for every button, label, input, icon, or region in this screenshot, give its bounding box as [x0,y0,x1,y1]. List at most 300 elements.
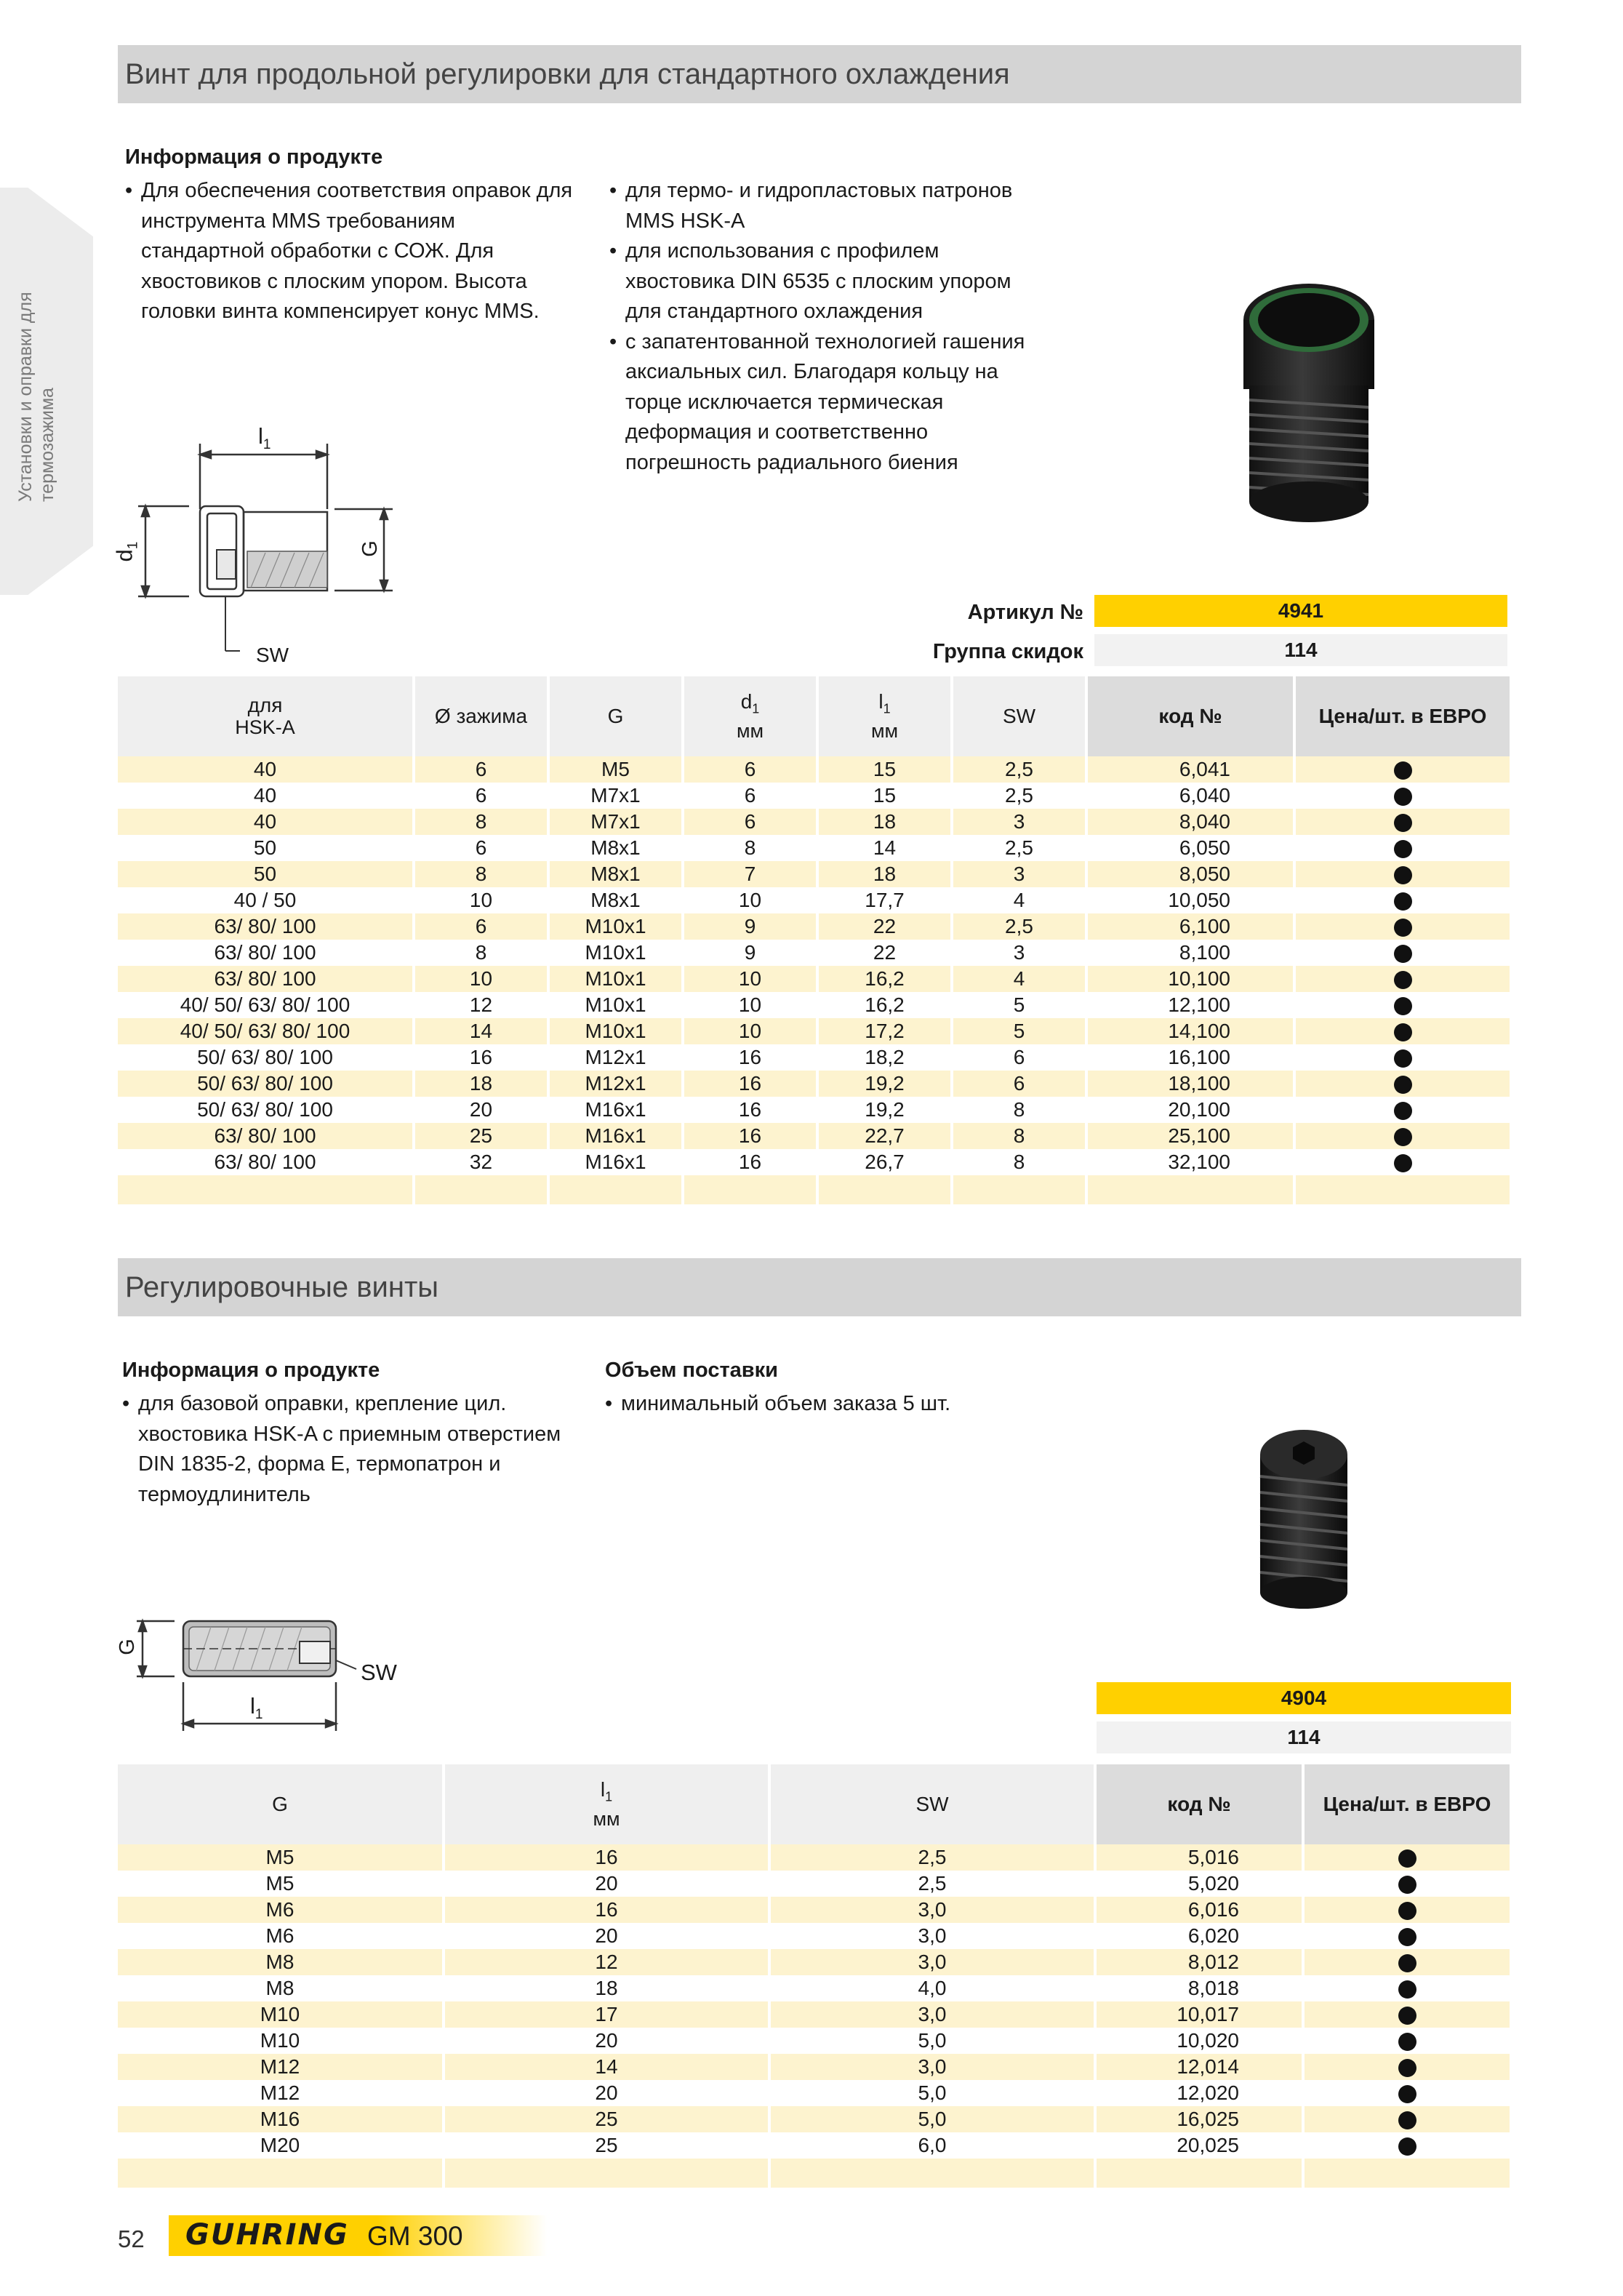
price-cell [1294,1097,1511,1123]
list-item: • с запатентованной технологией гашения аксиальных сил. Благодаря кольцу на торце исключается термическая деформация и соответственно погрешность радиального биения [609,327,1046,479]
col-l1-text: l [878,690,883,713]
price-cell [1303,2132,1511,2159]
table-cell: 3,0 [769,2054,1095,2080]
table-cell: 19,2 [817,1071,952,1097]
table-cell: 16 [444,1844,769,1871]
table-cell: 17 [444,2001,769,2028]
table-cell: 18 [817,809,952,835]
table-cell: 8 [952,1123,1086,1149]
table-cell: 8,012 [1095,1949,1303,1975]
table-cell: 8 [952,1149,1086,1175]
table-cell: M8 [118,1949,444,1975]
table-row-empty [118,1175,1511,1204]
side-tab-line-1: Установки и оправки для [15,292,36,502]
availability-dot-icon [1394,1023,1412,1041]
table-row-empty [118,2159,1511,2188]
table-cell: 63/ 80/ 100 [118,966,414,992]
price-cell [1294,966,1511,992]
table-cell: 6 [414,756,548,783]
table-cell: 16,2 [817,966,952,992]
table-cell [118,2159,444,2188]
table-cell: 12,100 [1086,992,1294,1018]
table-cell: 8 [414,809,548,835]
price-cell [1294,1044,1511,1071]
table-cell: 17,7 [817,887,952,913]
price-cell [1303,2054,1511,2080]
table-cell: 20 [414,1097,548,1123]
table-cell: 16 [683,1044,817,1071]
discount-group-value: 114 [1094,634,1507,666]
table-cell: 14 [444,2054,769,2080]
section1-info-right [609,176,1046,478]
table-row [118,1975,1511,2001]
availability-dot-icon [1394,1076,1412,1094]
table-row [118,1949,1511,1975]
price-cell [1303,1923,1511,1949]
table-row [118,861,1511,887]
table-cell: 8 [414,861,548,887]
table-cell: 16 [683,1071,817,1097]
price-cell [1303,2028,1511,2054]
table-cell: 12,020 [1095,2080,1303,2106]
table-row [118,2001,1511,2028]
availability-dot-icon [1394,1102,1412,1120]
table-cell: M10x1 [548,940,683,966]
table-cell: 16,2 [817,992,952,1018]
table-cell: 2,5 [952,835,1086,861]
table-cell: 50 [118,861,414,887]
table-row [118,1897,1511,1923]
table-cell: 7 [683,861,817,887]
table-cell: 5 [952,1018,1086,1044]
table-cell: 6,0 [769,2132,1095,2159]
table-row [118,2054,1511,2080]
col-price: Цена/шт. в ЕВРО [1294,676,1511,756]
table-cell: 6 [414,835,548,861]
availability-dot-icon [1398,1902,1416,1920]
table-cell: M16x1 [548,1097,683,1123]
col2-g: G [118,1764,444,1844]
col-d1 [683,676,817,756]
list-item: • для термо- и гидропластовых патронов MMS HSK-A [609,176,1046,236]
table-cell: 15 [817,783,952,809]
section1-info-title: Информация о продукте [125,145,383,169]
col2-price: Цена/шт. в ЕВРО [1303,1764,1511,1844]
col2-l1-unit: мм [593,1807,620,1830]
table-cell: 63/ 80/ 100 [118,1123,414,1149]
table-cell: 2,5 [952,783,1086,809]
table-cell: 10 [683,887,817,913]
table-cell: 6 [683,809,817,835]
dim2-sw-label: SW [361,1660,397,1685]
table-cell: 40/ 50/ 63/ 80/ 100 [118,992,414,1018]
product-table-2 [118,1764,1512,2188]
table-cell: 14 [414,1018,548,1044]
table-row [118,2080,1511,2106]
price-cell [1294,1123,1511,1149]
table-cell: 18 [817,861,952,887]
table-cell: 8 [414,940,548,966]
table-cell: M8x1 [548,835,683,861]
table-cell: 6,020 [1095,1923,1303,1949]
table-cell: 16,100 [1086,1044,1294,1071]
table-cell: 3,0 [769,1949,1095,1975]
section2-title: Регулировочные винты [118,1258,1521,1316]
availability-dot-icon [1398,1928,1416,1946]
table-cell: 16 [683,1097,817,1123]
availability-dot-icon [1398,1849,1416,1868]
table-cell: 18,100 [1086,1071,1294,1097]
table-cell: 18 [414,1071,548,1097]
table-cell: 6 [683,783,817,809]
table-cell: 8 [952,1097,1086,1123]
table-cell: 12 [444,1949,769,1975]
catalog-name: GM 300 [367,2221,463,2251]
table-cell [952,1175,1086,1204]
table-cell: M10 [118,2028,444,2054]
table-cell: 16 [444,1897,769,1923]
table-row [118,1097,1511,1123]
discount-group-label: Группа скидок [932,640,1083,663]
availability-dot-icon [1398,2111,1416,2129]
price-cell [1303,1844,1511,1871]
table-row [118,1149,1511,1175]
table-cell: 6 [414,913,548,940]
article-number: 4941 [1094,595,1507,627]
table-cell: 12 [414,992,548,1018]
table-cell: 8,050 [1086,861,1294,887]
table-row [118,1871,1511,1897]
table-cell: 20,025 [1095,2132,1303,2159]
table-row [118,1044,1511,1071]
col2-l1-sub: 1 [605,1789,613,1804]
col2-l1-text: l [600,1778,606,1801]
table-row [118,756,1511,783]
list-item: • для использования с профилем хвостовика DIN 6535 с плоским упором для стандартного охлаждения [609,236,1046,327]
table-cell: 10,017 [1095,2001,1303,2028]
price-cell [1294,1149,1511,1175]
col-hsk-line2: HSK-A [235,716,295,738]
col-g: G [548,676,683,756]
table-row [118,913,1511,940]
table-cell: M10x1 [548,992,683,1018]
table-cell: 6,050 [1086,835,1294,861]
table-cell: 2,5 [952,913,1086,940]
price-cell [1294,809,1511,835]
availability-dot-icon [1398,2033,1416,2051]
table-cell: 20 [444,2028,769,2054]
col-hsk [118,676,414,756]
table-cell: 32,100 [1086,1149,1294,1175]
table-cell: 63/ 80/ 100 [118,913,414,940]
table-cell: 3,0 [769,1923,1095,1949]
table-row [118,1844,1511,1871]
availability-dot-icon [1394,814,1412,832]
price-cell [1303,2001,1511,2028]
availability-dot-icon [1398,2137,1416,2156]
col-code: код № [1086,676,1294,756]
table-cell: 40 [118,756,414,783]
table-cell: 25 [414,1123,548,1149]
price-cell [1294,783,1511,809]
table-cell: 10,050 [1086,887,1294,913]
dim-d1-sub: 1 [125,541,141,550]
col-sw: SW [952,676,1086,756]
screw-photo-1 [1236,276,1382,527]
table-cell: M10x1 [548,1018,683,1044]
col-d1-text: d [740,690,753,713]
table-cell: 22 [817,940,952,966]
table-cell: 2,5 [952,756,1086,783]
table-cell: 14,100 [1086,1018,1294,1044]
table-row [118,1071,1511,1097]
table-cell: 22 [817,913,952,940]
side-tab-label [15,269,58,502]
table-cell: 14 [817,835,952,861]
table-cell: 6 [414,783,548,809]
table-cell: 63/ 80/ 100 [118,1149,414,1175]
price-cell [1303,1897,1511,1923]
table-cell [683,1175,817,1204]
table-cell: 10 [414,887,548,913]
availability-dot-icon [1398,2059,1416,2077]
table-row [118,1018,1511,1044]
price-cell [1294,756,1511,783]
price-cell [1294,887,1511,913]
price-cell [1294,835,1511,861]
table-cell: 22,7 [817,1123,952,1149]
col2-l1 [444,1764,769,1844]
table-cell: 16 [683,1149,817,1175]
col-l1 [817,676,952,756]
price-cell [1303,1975,1511,2001]
col-hsk-line1: для [247,694,283,716]
col2-code: код № [1095,1764,1303,1844]
table-cell: 3 [952,809,1086,835]
brand-logo: GUHRING [185,2218,349,2252]
availability-dot-icon [1394,997,1412,1015]
table-row [118,887,1511,913]
availability-dot-icon [1394,971,1412,989]
table-cell: 2,5 [769,1844,1095,1871]
table-row [118,2106,1511,2132]
table-cell [414,1175,548,1204]
table-cell: 18 [444,1975,769,2001]
table-cell: 32 [414,1149,548,1175]
table-cell: M10 [118,2001,444,2028]
table-cell: M12 [118,2054,444,2080]
section2-delivery [605,1389,1056,1420]
availability-dot-icon [1394,945,1412,963]
table-cell: 19,2 [817,1097,952,1123]
col-l1-unit: мм [870,719,899,742]
table-cell: 6,040 [1086,783,1294,809]
table-cell: 20 [444,1871,769,1897]
table-cell: 10 [414,966,548,992]
table-cell: M16x1 [548,1149,683,1175]
table-cell: 50 [118,835,414,861]
table-row [118,966,1511,992]
table-cell: 20 [444,1923,769,1949]
table-row [118,2132,1511,2159]
table-cell: 10,100 [1086,966,1294,992]
table-cell: 40 [118,809,414,835]
table-row [118,1923,1511,1949]
availability-dot-icon [1394,1049,1412,1068]
price-cell [1294,1071,1511,1097]
table-cell: 17,2 [817,1018,952,1044]
article-label: Артикул № [967,601,1083,624]
table-cell: M5 [118,1844,444,1871]
table-cell: 4,0 [769,1975,1095,2001]
col-d1-sub: 1 [752,701,760,716]
table-cell [1303,2159,1511,2188]
table-cell: 8,040 [1086,809,1294,835]
table-cell: 6,100 [1086,913,1294,940]
table-row [118,2028,1511,2054]
table-row [118,783,1511,809]
table-cell: 12,014 [1095,2054,1303,2080]
discount-group-value-2: 114 [1097,1721,1511,1753]
section1-title: Винт для продольной регулировки для стандартного охлаждения [118,45,1521,103]
table-cell: 5,0 [769,2028,1095,2054]
article-number-2: 4904 [1097,1682,1511,1714]
dim-g-label: G [358,540,382,557]
table-cell: M8x1 [548,887,683,913]
availability-dot-icon [1394,761,1412,780]
table-cell: 25,100 [1086,1123,1294,1149]
table-cell: 5,0 [769,2106,1095,2132]
dim-d1-text: d [111,549,137,562]
price-cell [1294,992,1511,1018]
dim-d1-label [111,542,141,562]
dim-l1-text: l [258,423,263,449]
table-cell: 5 [952,992,1086,1018]
table-cell: M10x1 [548,966,683,992]
table-cell: 8,100 [1086,940,1294,966]
availability-dot-icon [1394,866,1412,884]
table-cell: M16x1 [548,1123,683,1149]
page-number: 52 [118,2225,145,2252]
table-cell: 4 [952,966,1086,992]
table-cell: 26,7 [817,1149,952,1175]
table-cell: 3,0 [769,1897,1095,1923]
availability-dot-icon [1398,1954,1416,1972]
col-l1-sub: 1 [883,701,891,716]
table-cell: 6 [952,1044,1086,1071]
table-cell [817,1175,952,1204]
table-cell: M16 [118,2106,444,2132]
availability-dot-icon [1394,788,1412,806]
table-cell: M12x1 [548,1044,683,1071]
table-cell: 10 [683,992,817,1018]
col-d1-unit: мм [736,719,764,742]
product-table-1-body [118,756,1511,1204]
table-cell: 40/ 50/ 63/ 80/ 100 [118,1018,414,1044]
table-cell: 10 [683,1018,817,1044]
table-cell: 20,100 [1086,1097,1294,1123]
table-cell: 50/ 63/ 80/ 100 [118,1097,414,1123]
table-cell: 10,020 [1095,2028,1303,2054]
table-cell: 16,025 [1095,2106,1303,2132]
table-cell: M5 [548,756,683,783]
section1-info-left [125,176,576,327]
price-cell [1294,1018,1511,1044]
list-item: • для базовой оправки, крепление цил. хвостовика HSK-A с приемным отверстием DIN 1835-2, форма E, термопатрон и термоудлинитель [122,1389,573,1510]
availability-dot-icon [1394,840,1412,858]
price-cell [1303,1949,1511,1975]
section2-info-left [122,1389,573,1510]
price-cell [1294,861,1511,887]
table-cell: 6 [683,756,817,783]
table-cell [1294,1175,1511,1204]
section2-info-title: Информация о продукте [122,1359,380,1382]
table-cell: M8 [118,1975,444,2001]
table-cell [548,1175,683,1204]
table-cell: 50/ 63/ 80/ 100 [118,1071,414,1097]
table-cell: 3 [952,861,1086,887]
table-cell [118,1175,414,1204]
table-cell: 5,016 [1095,1844,1303,1871]
table-cell: 10 [683,966,817,992]
availability-dot-icon [1398,1876,1416,1894]
table-cell: 2,5 [769,1871,1095,1897]
table-row [118,809,1511,835]
table-cell: M12x1 [548,1071,683,1097]
table-cell: M7x1 [548,809,683,835]
table-row [118,992,1511,1018]
table-cell: 8 [683,835,817,861]
table-cell: 18,2 [817,1044,952,1071]
table-cell: 25 [444,2132,769,2159]
section2-delivery-title: Объем поставки [605,1359,778,1382]
table-cell: 40 [118,783,414,809]
side-tab-line-2: термозажима [37,388,57,502]
product-table-2-body [118,1844,1511,2188]
dim-sw-label: SW [256,644,289,666]
table-cell: 16 [414,1044,548,1071]
table-cell: M20 [118,2132,444,2159]
table-cell: 9 [683,940,817,966]
table-cell: 40 / 50 [118,887,414,913]
table-cell [1095,2159,1303,2188]
list-item: • минимальный объем заказа 5 шт. [605,1389,1056,1420]
table-cell [1086,1175,1294,1204]
dim-l1-sub: 1 [263,437,271,453]
price-cell [1303,1871,1511,1897]
price-cell [1294,913,1511,940]
table-cell: M6 [118,1923,444,1949]
dim2-g-label: G [115,1639,139,1655]
availability-dot-icon [1398,2085,1416,2103]
table-row [118,1123,1511,1149]
availability-dot-icon [1398,1980,1416,1999]
table-cell: 6,016 [1095,1897,1303,1923]
table-cell: 25 [444,2106,769,2132]
list-item: • Для обеспечения соответствия оправок для инструмента MMS требованиям стандартной обработки с СОЖ. Для хвостовиков с плоским упором. Высота головки винта компенсирует конус MMS. [125,176,576,327]
availability-dot-icon [1398,2007,1416,2025]
table-cell: M5 [118,1871,444,1897]
table-cell: 16 [683,1123,817,1149]
dim2-l1-sub: 1 [255,1707,263,1723]
table-cell: M7x1 [548,783,683,809]
table-cell: 8,018 [1095,1975,1303,2001]
table-cell: 5,0 [769,2080,1095,2106]
table-row [118,835,1511,861]
table-cell: 3 [952,940,1086,966]
table-cell: 6,041 [1086,756,1294,783]
table-cell: 3,0 [769,2001,1095,2028]
